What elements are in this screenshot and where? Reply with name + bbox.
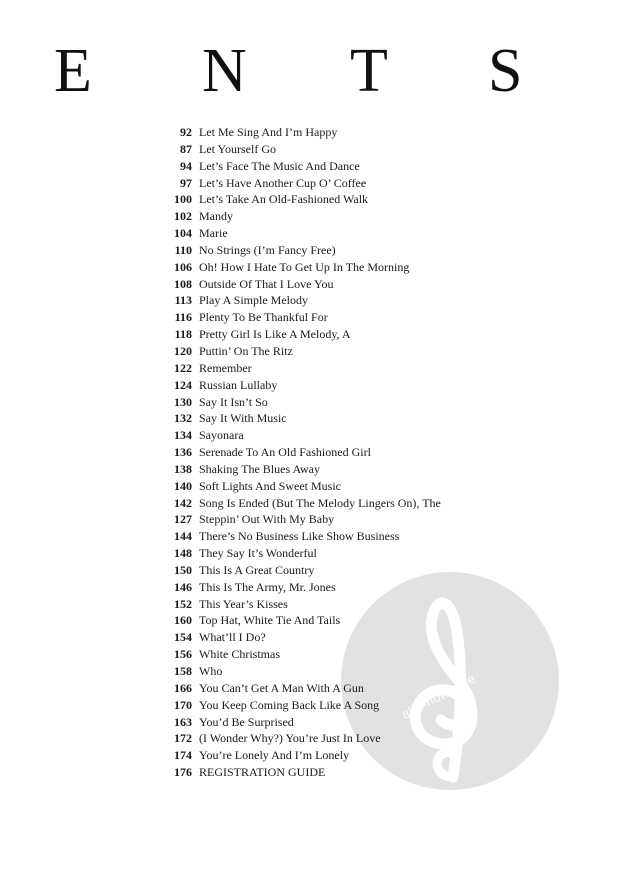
toc-entry — [150, 596, 620, 613]
toc-entry — [150, 663, 620, 680]
toc-entry — [150, 175, 620, 192]
toc-page-number: 120 — [174, 343, 192, 358]
toc-title: This Is A Great Country — [199, 562, 315, 577]
toc-page-number: 104 — [174, 226, 192, 241]
toc-title: No Strings (I’m Fancy Free) — [199, 242, 336, 257]
toc-title: Play A Simple Melody — [199, 293, 309, 308]
toc-entry — [150, 208, 620, 225]
toc-title: Shaking The Blues Away — [199, 461, 321, 476]
toc-page-number: 113 — [174, 293, 192, 308]
toc-title: They Say It’s Wonderful — [199, 546, 317, 561]
toc-entry — [150, 579, 620, 596]
toc-entry — [150, 478, 620, 495]
toc-entry — [150, 747, 620, 764]
toc-page-number: 176 — [174, 765, 192, 780]
toc-page-number: 138 — [174, 461, 192, 476]
toc-entry — [150, 629, 620, 646]
toc-page-number: 132 — [174, 411, 192, 426]
toc-page-number: 100 — [174, 192, 192, 207]
toc-page-number: 102 — [174, 209, 192, 224]
toc-entry — [150, 377, 620, 394]
toc-entry — [150, 276, 620, 293]
toc-entry — [150, 697, 620, 714]
toc-page-number: 127 — [174, 512, 192, 527]
toc-page-number: 166 — [174, 680, 192, 695]
toc-page-number: 118 — [174, 327, 192, 342]
toc-entry — [150, 764, 620, 781]
toc-entry — [150, 292, 620, 309]
toc-title: You Keep Coming Back Like A Song — [199, 697, 380, 712]
toc-entry — [150, 511, 620, 528]
toc-page-number: 136 — [174, 445, 192, 460]
toc-title: REGISTRATION GUIDE — [199, 765, 326, 780]
toc-title: White Christmas — [199, 647, 280, 662]
toc-entry — [150, 545, 620, 562]
toc-title: This Year’s Kisses — [199, 596, 288, 611]
toc-page-number: 146 — [174, 579, 192, 594]
watermark-text: alle-noten.de — [399, 670, 479, 723]
toc-entry — [150, 646, 620, 663]
toc-title: There’s No Business Like Show Business — [199, 529, 400, 544]
toc-entry — [150, 394, 620, 411]
toc-page-number: 160 — [174, 613, 192, 628]
toc-entry — [150, 343, 620, 360]
toc-title: Top Hat, White Tie And Tails — [199, 613, 341, 628]
toc-title: Say It Isn’t So — [199, 394, 268, 409]
toc-page-number: 170 — [174, 697, 192, 712]
toc-title: Puttin’ On The Ritz — [199, 343, 293, 358]
toc-title: Serenade To An Old Fashioned Girl — [199, 445, 371, 460]
toc-entry — [150, 191, 620, 208]
toc-entry — [150, 495, 620, 512]
toc-title: Steppin’ Out With My Baby — [199, 512, 335, 527]
toc-title: Let’s Have Another Cup O’ Coffee — [199, 175, 367, 190]
toc-entry — [150, 680, 620, 697]
toc-title: Pretty Girl Is Like A Melody, A — [199, 327, 351, 342]
heading-letter: S — [488, 37, 523, 105]
table-of-contents — [150, 124, 620, 781]
toc-entry — [150, 612, 620, 629]
toc-entry — [150, 461, 620, 478]
toc-page-number: 130 — [174, 394, 192, 409]
toc-title: Oh! How I Hate To Get Up In The Morning — [199, 259, 410, 274]
toc-page-number: 172 — [174, 731, 192, 746]
toc-entry — [150, 714, 620, 731]
toc-title: Mandy — [199, 209, 233, 224]
toc-page-number: 148 — [174, 546, 192, 561]
toc-title: This Is The Army, Mr. Jones — [199, 579, 336, 594]
toc-page-number: 97 — [180, 175, 192, 190]
toc-title: You Can’t Get A Man With A Gun — [199, 680, 364, 695]
toc-title: Sayonara — [199, 428, 244, 443]
toc-page-number: 140 — [174, 478, 192, 493]
toc-title: Remember — [199, 360, 252, 375]
toc-title: Soft Lights And Sweet Music — [199, 478, 342, 493]
toc-page-number: 106 — [174, 259, 192, 274]
toc-title: Plenty To Be Thankful For — [199, 310, 328, 325]
toc-entry — [150, 141, 620, 158]
toc-page-number: 150 — [174, 562, 192, 577]
toc-page-number: 152 — [174, 596, 192, 611]
toc-page-number: 144 — [174, 529, 192, 544]
toc-page-number: 154 — [174, 630, 192, 645]
toc-title: Marie — [199, 226, 228, 241]
toc-title: Let Yourself Go — [199, 141, 276, 156]
toc-page-number: 158 — [174, 664, 192, 678]
toc-page-number: 108 — [174, 276, 192, 291]
toc-page-number: 122 — [174, 360, 192, 375]
toc-page-number: 92 — [180, 125, 192, 139]
toc-page-number: 174 — [174, 748, 192, 763]
toc-entry — [150, 360, 620, 377]
toc-title: You’re Lonely And I’m Lonely — [199, 748, 350, 763]
toc-title: Who — [199, 664, 223, 678]
toc-entry — [150, 730, 620, 747]
toc-page-number: 134 — [174, 428, 192, 443]
toc-title: Let Me Sing And I’m Happy — [199, 125, 338, 139]
toc-title: Say It With Music — [199, 411, 287, 426]
toc-title: Let’s Face The Music And Dance — [199, 158, 360, 173]
toc-entry — [150, 326, 620, 343]
toc-title: (I Wonder Why?) You’re Just In Love — [199, 731, 381, 746]
toc-entry — [150, 444, 620, 461]
toc-page-number: 163 — [174, 714, 192, 729]
toc-page-number: 87 — [180, 141, 192, 156]
toc-title: What’ll I Do? — [199, 630, 266, 645]
heading-letter: E — [54, 37, 92, 105]
toc-entry — [150, 225, 620, 242]
toc-page-number: 110 — [174, 242, 192, 257]
toc-entry — [150, 124, 620, 141]
toc-page-number: 142 — [174, 495, 192, 510]
toc-entry — [150, 158, 620, 175]
heading-letter: N — [202, 37, 247, 105]
contents-heading — [0, 36, 640, 116]
toc-entry — [150, 410, 620, 427]
toc-title: Outside Of That I Love You — [199, 276, 334, 291]
toc-entry — [150, 259, 620, 276]
toc-title: Russian Lullaby — [199, 377, 278, 392]
toc-entry — [150, 427, 620, 444]
toc-entry — [150, 309, 620, 326]
heading-letter: T — [350, 37, 388, 105]
toc-page-number: 116 — [174, 310, 192, 325]
toc-title: You’d Be Surprised — [199, 714, 294, 729]
toc-title: Let’s Take An Old-Fashioned Walk — [199, 192, 369, 207]
toc-page-number: 156 — [174, 647, 192, 662]
toc-entry — [150, 528, 620, 545]
toc-entry — [150, 242, 620, 259]
toc-entry — [150, 562, 620, 579]
toc-title: Song Is Ended (But The Melody Lingers On), The — [199, 495, 441, 510]
toc-page-number: 94 — [180, 158, 192, 173]
toc-page-number: 124 — [174, 377, 192, 392]
